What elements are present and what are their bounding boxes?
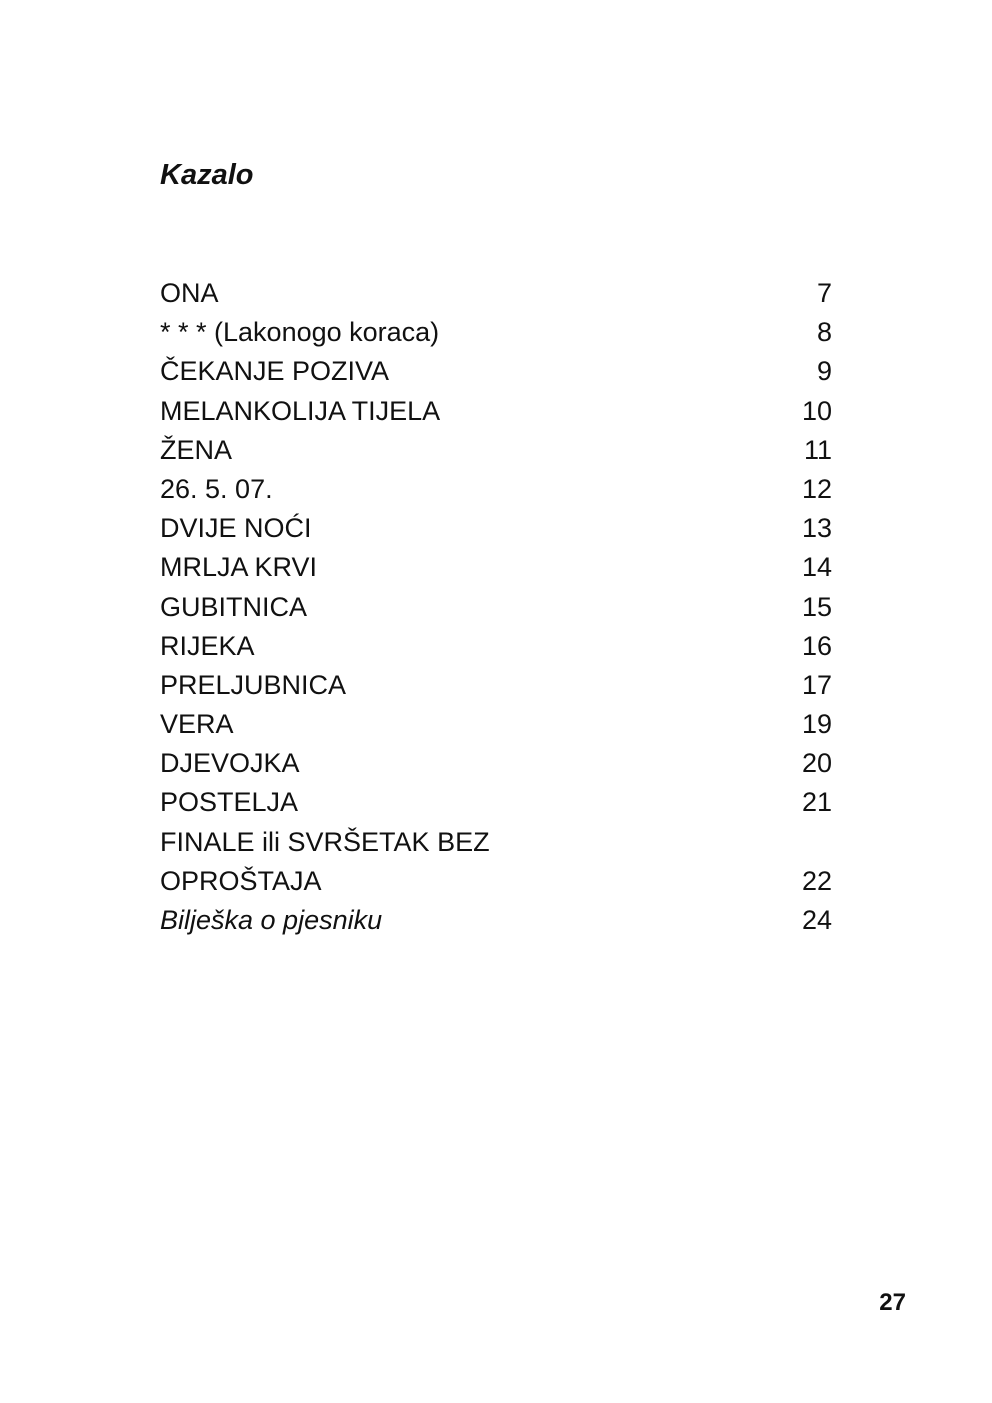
- toc-entry-title: MRLJA KRVI: [160, 552, 318, 583]
- toc-entry: [160, 470, 832, 509]
- toc-entry: [160, 627, 832, 666]
- toc-entry-title: RIJEKA: [160, 630, 255, 661]
- toc-entry: [160, 666, 832, 705]
- toc-entry-page: 13: [801, 513, 832, 544]
- toc-entry-title: ŽENA: [160, 434, 233, 465]
- toc-entry-page: 12: [801, 473, 832, 504]
- toc-entry-title: 26. 5. 07.: [160, 473, 273, 504]
- page-number: 27: [879, 1289, 906, 1316]
- toc-entry: [160, 274, 832, 313]
- toc-entry-page: 16: [801, 630, 832, 661]
- toc-entry: [160, 862, 832, 901]
- toc-entry-page: 11: [803, 434, 832, 465]
- toc-entry-title: FINALE ili SVRŠETAK BEZ: [160, 826, 490, 857]
- toc-entry: [160, 431, 832, 470]
- toc-entry-page: 21: [801, 787, 832, 818]
- toc-entry-title: DVIJE NOĆI: [160, 513, 312, 544]
- toc-entry-page: 17: [801, 669, 832, 700]
- toc-entry-title: ONA: [160, 278, 219, 308]
- toc-entry-page: 22: [801, 865, 832, 896]
- toc-entry-title: * * * (Lakonogo koraca): [160, 317, 440, 348]
- toc-entry: [160, 705, 832, 744]
- page-title: Kazalo: [160, 159, 254, 191]
- toc-entry: [160, 509, 832, 548]
- toc-entry-title: VERA: [160, 709, 234, 740]
- toc-entry-page: 20: [801, 748, 832, 779]
- toc-entry: [160, 352, 832, 391]
- toc-entry-title: POSTELJA: [160, 787, 299, 818]
- toc-entry-page: 7: [816, 278, 832, 308]
- toc-entry-title: PRELJUBNICA: [160, 669, 347, 700]
- table-of-contents: [160, 274, 832, 940]
- toc-entry-title: OPROŠTAJA: [160, 865, 322, 896]
- toc-entry-page: 10: [801, 395, 832, 426]
- toc-entry-page: 14: [801, 552, 832, 583]
- toc-entry-title: GUBITNICA: [160, 591, 308, 622]
- toc-entry-title: Bilješka o pjesniku: [160, 905, 383, 935]
- toc-entry: [160, 901, 832, 940]
- toc-entry: [160, 744, 832, 783]
- toc-entry: [160, 313, 832, 352]
- toc-entry-page: 9: [816, 356, 832, 387]
- toc-entry: [160, 823, 832, 862]
- toc-entry-title: MELANKOLIJA TIJELA: [160, 395, 441, 426]
- toc-entry-page: 19: [801, 709, 832, 740]
- toc-entry: [160, 588, 832, 627]
- toc-entry-title: DJEVOJKA: [160, 748, 300, 779]
- toc-entry: [160, 548, 832, 587]
- toc-entry: [160, 783, 832, 822]
- toc-entry-page: 8: [816, 317, 832, 348]
- toc-entry-page: 24: [801, 905, 832, 935]
- toc-entry-page: 15: [801, 591, 832, 622]
- toc-entry: [160, 392, 832, 431]
- toc-entry-title: ČEKANJE POZIVA: [160, 356, 390, 387]
